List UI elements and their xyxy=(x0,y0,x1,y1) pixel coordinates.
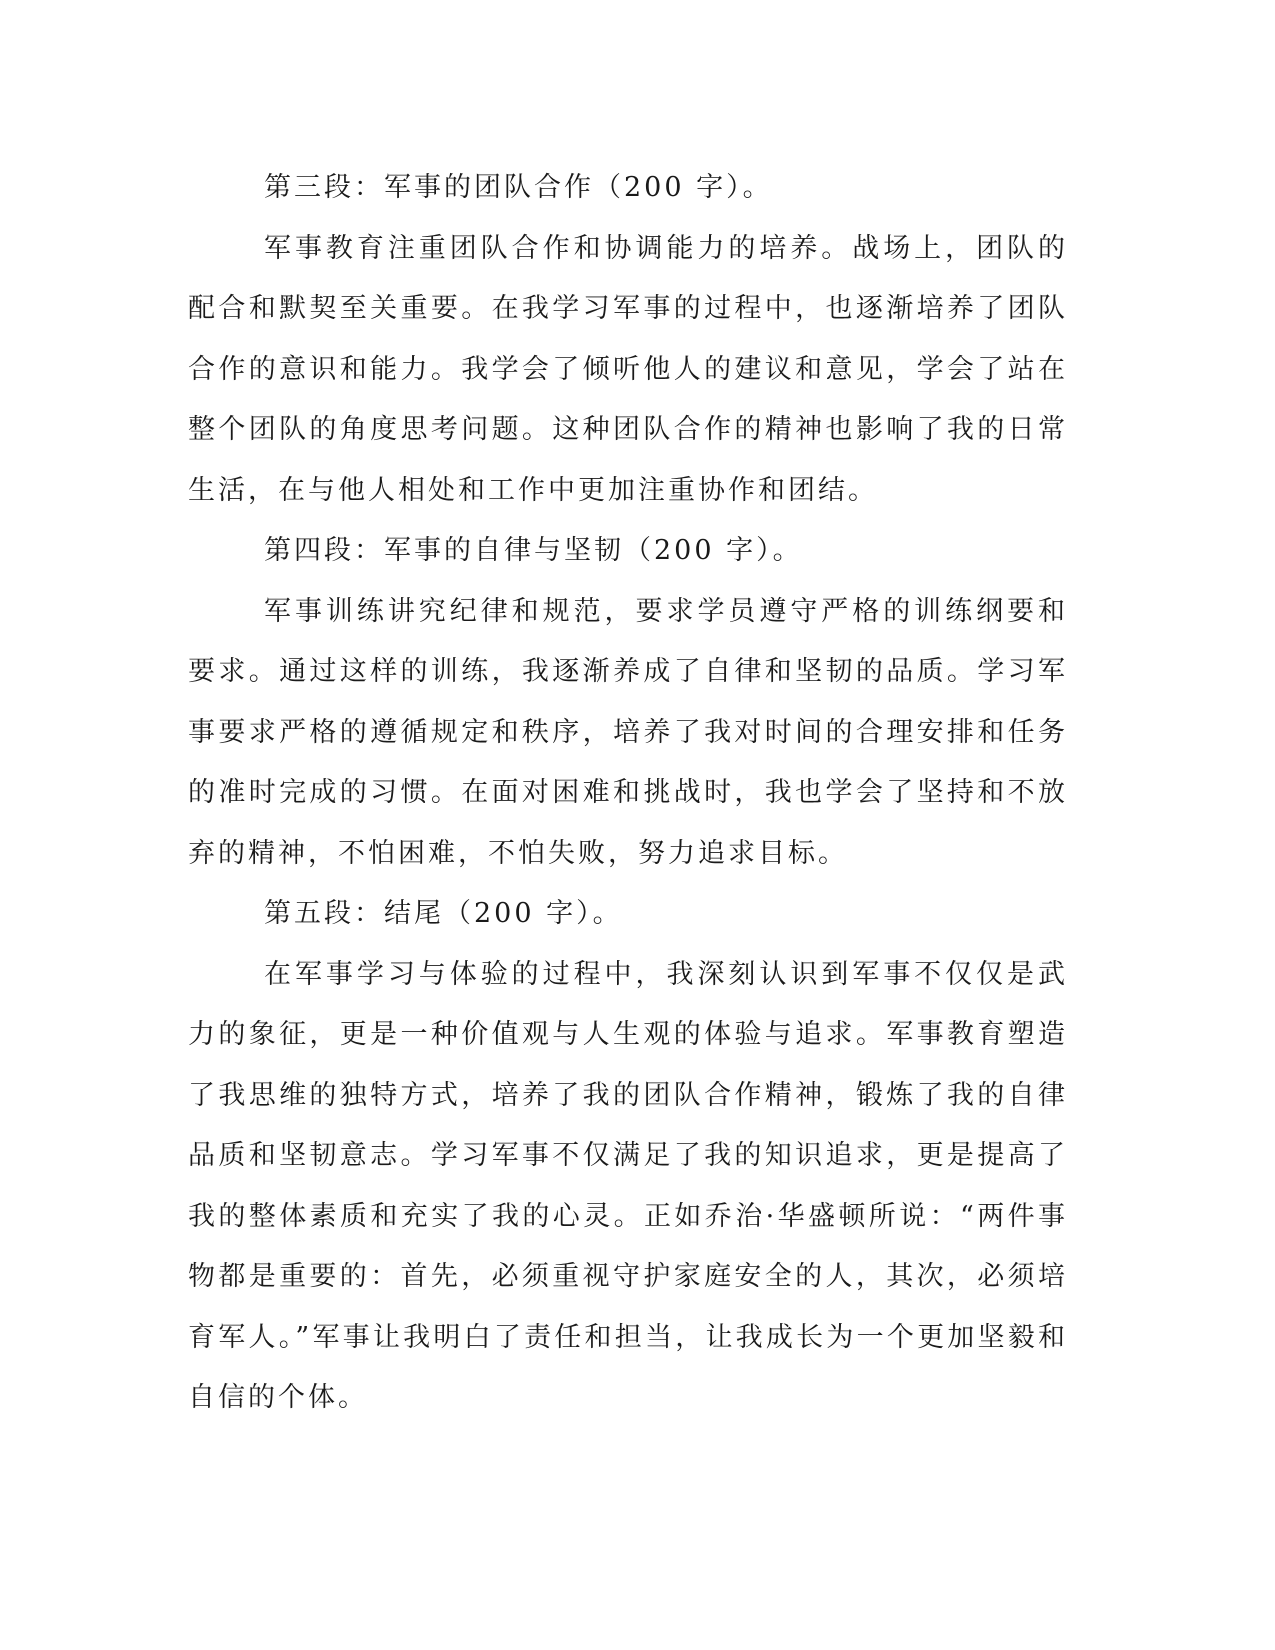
section-5-heading: 第五段：结尾（200 字）。 xyxy=(264,898,623,929)
document-body xyxy=(188,158,1068,1429)
section-3-heading: 第三段：军事的团队合作（200 字）。 xyxy=(264,172,773,203)
section-3-paragraph: 军事教育注重团队合作和协调能力的培养。战场上，团队的配合和默契至关重要。在我学习军事的过程中，也逐渐培养了团队合作的意识和能力。我学会了倾听他人的建议和意见，学会了站在整个团队的角度思考问题。这种团队合作的精神也影响了我的日常生活，在与他人相处和工作中更加注重协作和团结。 xyxy=(188,232,1068,506)
section-4-heading: 第四段：军事的自律与坚韧（200 字）。 xyxy=(264,535,803,566)
section-5-paragraph: 在军事学习与体验的过程中，我深刻认识到军事不仅仅是武力的象征，更是一种价值观与人生观的体验与追求。军事教育塑造了我思维的独特方式，培养了我的团队合作精神，锻炼了我的自律品质和坚韧意志。学习军事不仅满足了我的知识追求，更是提高了我的整体素质和充实了我的心灵。正如乔治·华盛顿所说：“两件事物都是重要的：首先，必须重视守护家庭安全的人，其次，必须培育军人。”军事让我明白了责任和担当，让我成长为一个更加坚毅和自信的个体。 xyxy=(188,958,1068,1413)
section-4-paragraph: 军事训练讲究纪律和规范，要求学员遵守严格的训练纲要和要求。通过这样的训练，我逐渐养成了自律和坚韧的品质。学习军事要求严格的遵循规定和秩序，培养了我对时间的合理安排和任务的准时完成的习惯。在面对困难和挑战时，我也学会了坚持和不放弃的精神，不怕困难，不怕失败，努力追求目标。 xyxy=(188,595,1068,869)
